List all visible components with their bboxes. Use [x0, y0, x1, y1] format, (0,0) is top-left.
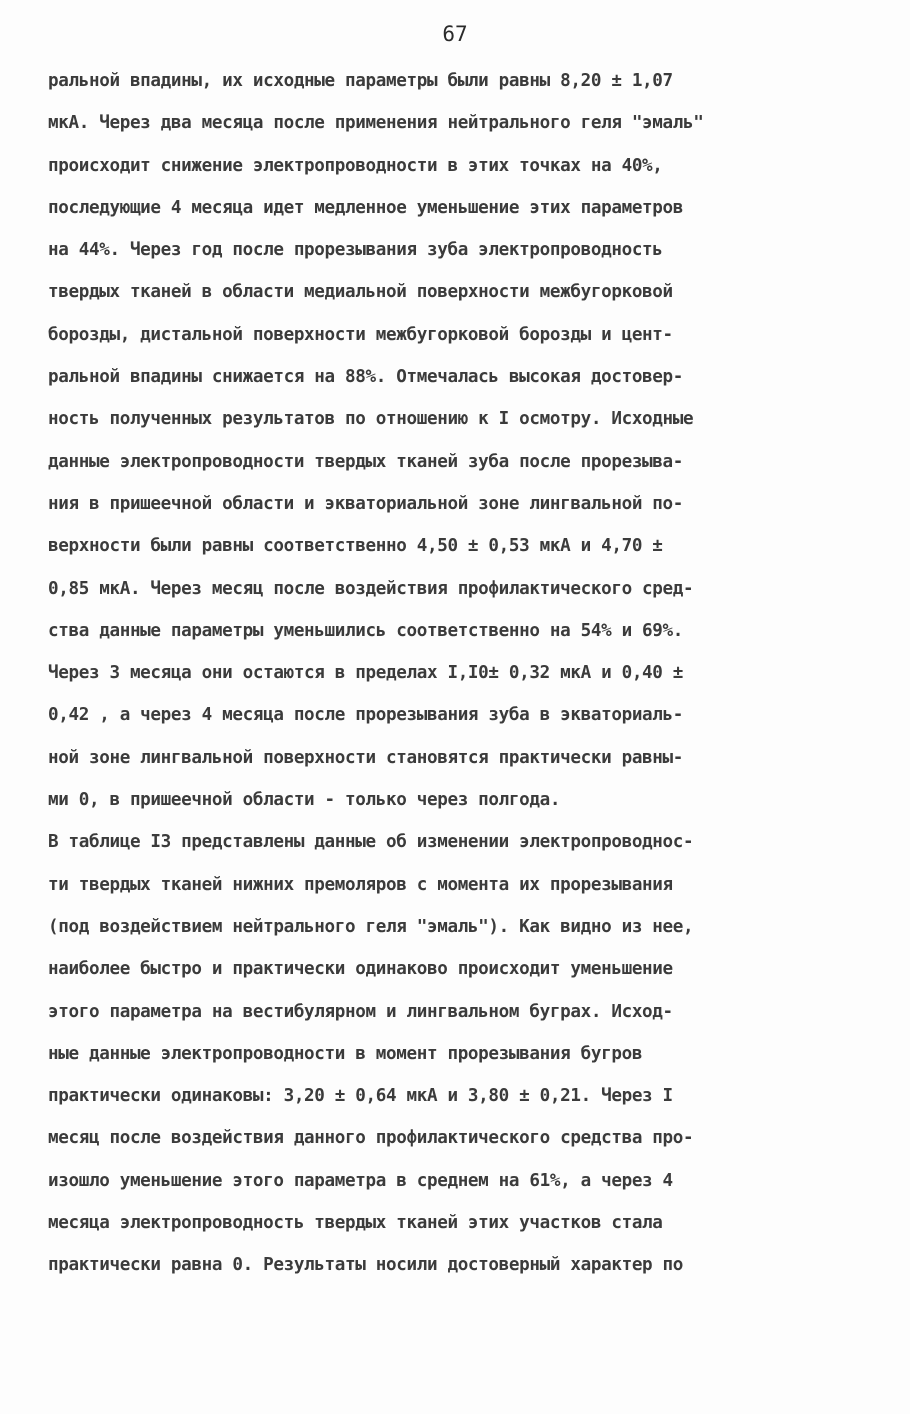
- text-line: верхности были равны соответственно 4,50 ± 0,53 мкА и 4,70 ±: [48, 536, 663, 557]
- text-line: ральной впадины, их исходные параметры были равны 8,20 ± 1,07: [48, 71, 673, 91]
- text-line: 0,85 мкА. Через месяц после воздействия профилактического сред-: [48, 578, 694, 599]
- text-line: ства данные параметры уменьшились соответственно на 54% и 69%.: [48, 620, 684, 641]
- text-line: Через 3 месяца они остаются в пределах I,I0± 0,32 мкА и 0,40 ±: [48, 663, 684, 684]
- text-line: ные данные электропроводности в момент прорезывания бугров: [48, 1043, 643, 1064]
- text-line: борозды, дистальной поверхности межбугорковой борозды и цент-: [48, 324, 673, 345]
- text-line: ми 0, в пришеечной области - только через полгода.: [48, 790, 561, 811]
- body-text: [48, 60, 848, 1287]
- text-line: 0,42 , а через 4 месяца после прорезывания зуба в экваториаль-: [48, 705, 684, 726]
- text-line: происходит снижение электропроводности в этих точках на 40%,: [48, 155, 663, 176]
- page-number: 67: [442, 22, 468, 46]
- text-line: В таблице I3 представлены данные об изменении электропроводнос-: [48, 832, 694, 853]
- text-line: ной зоне лингвальной поверхности становятся практически равны-: [48, 747, 684, 768]
- text-line: практически одинаковы: 3,20 ± 0,64 мкА и 3,80 ± 0,21. Через I: [48, 1086, 673, 1107]
- text-line: практически равна 0. Результаты носили достоверный характер по: [48, 1255, 684, 1276]
- text-line: наиболее быстро и практически одинаково происходит уменьшение: [48, 959, 673, 980]
- text-line: ти твердых тканей нижних премоляров с момента их прорезывания: [48, 874, 673, 895]
- text-line: месяца электропроводность твердых тканей этих участков стала: [48, 1213, 663, 1234]
- text-line: изошло уменьшение этого параметра в среднем на 61%, а через 4: [48, 1170, 673, 1191]
- text-line: этого параметра на вестибулярном и лингвальном буграх. Исход-: [48, 1001, 673, 1022]
- text-line: на 44%. Через год после прорезывания зуба электропроводность: [48, 240, 663, 261]
- text-line: ность полученных результатов по отношению к I осмотру. Исходные: [48, 409, 694, 430]
- text-line: последующие 4 месяца идет медленное уменьшение этих параметров: [48, 197, 684, 218]
- text-line: данные электропроводности твердых тканей зуба после прорезыва-: [48, 451, 684, 472]
- text-line: мкА. Через два месяца после применения нейтрального геля "эмаль": [48, 113, 704, 134]
- text-line: ния в пришеечной области и экваториальной зоне лингвальной по-: [48, 493, 684, 514]
- text-line: (под воздействием нейтрального геля "эмаль"). Как видно из нее,: [48, 916, 694, 937]
- text-line: твердых тканей в области медиальной поверхности межбугорковой: [48, 282, 673, 303]
- text-line: ральной впадины снижается на 88%. Отмечалась высокая достовер-: [48, 367, 684, 388]
- text-line: месяц после воздействия данного профилактического средства про-: [48, 1128, 694, 1149]
